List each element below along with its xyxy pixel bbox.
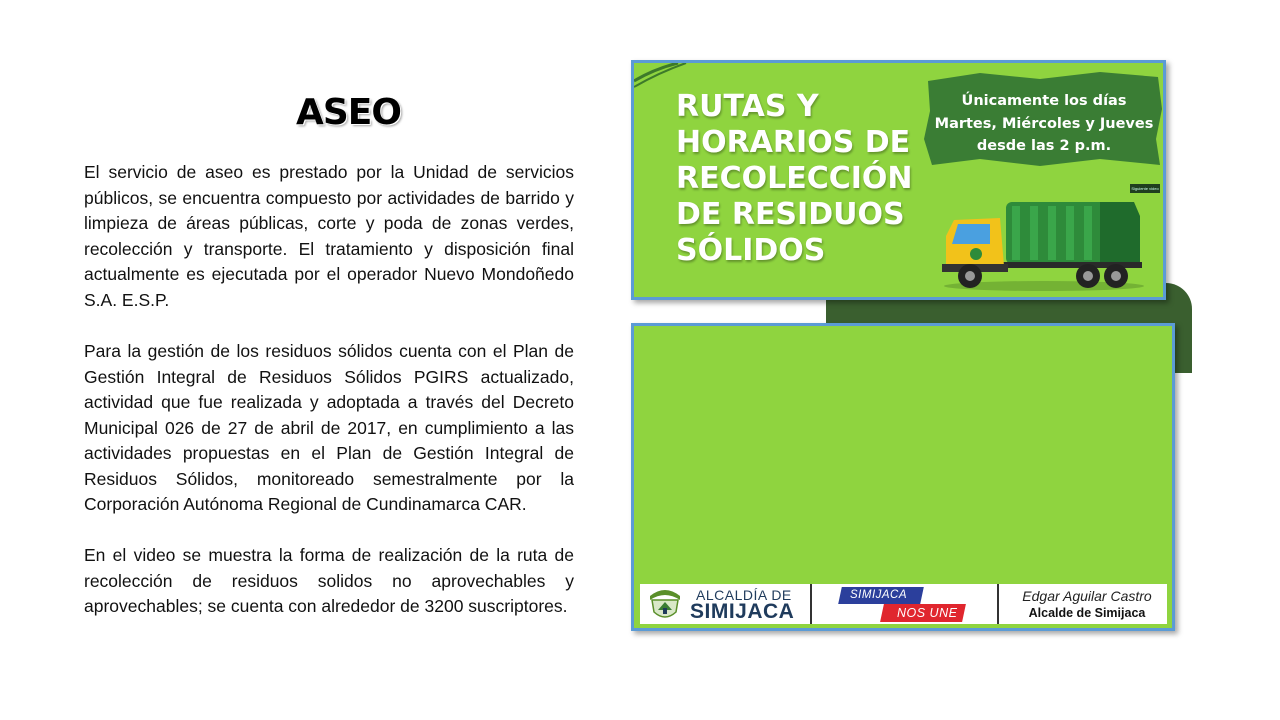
banner-title-line: RUTAS Y <box>676 89 819 124</box>
banner-title-line: SÓLIDOS <box>676 233 826 268</box>
schedule-line: Únicamente los días <box>961 93 1127 109</box>
footer-divider <box>810 584 812 624</box>
garbage-truck-icon <box>940 196 1148 292</box>
slide-title: ASEO <box>296 92 401 133</box>
video-footer-banner <box>640 584 1167 624</box>
alcaldia-label: ALCALDÍA DE <box>696 587 792 603</box>
banner-title-line: RECOLECCIÓN <box>676 161 913 196</box>
slogan-nos-une: NOS UNE <box>897 606 958 620</box>
schedule-text <box>928 90 1160 158</box>
slogan-simijaca: SIMIJACA <box>850 589 908 601</box>
footer-divider <box>997 584 999 624</box>
schedule-line: desde las 2 p.m. <box>976 138 1112 154</box>
banner-title-line: HORARIOS DE <box>676 125 911 160</box>
municipal-seal-icon <box>646 586 684 622</box>
next-video-button[interactable]: Siguiente video <box>1131 186 1159 191</box>
description-paragraph-2: Para la gestión de los residuos sólidos cuenta con el Plan de Gestión Integral de Residuos Sólidos PGIRS actualizado, actividad que fue realizada y adoptada a través del Decreto Municipal 026 de 27 de abril de 2017, en cumplimiento a las actividades propuestas en el Plan de Gestión Integral de Residuos Sólidos, monitoreado semestralmente por la Corporación Autónoma Regional de Cundinamarca CAR. <box>84 341 574 514</box>
description-paragraph-1: El servicio de aseo es prestado por la Unidad de servicios públicos, se encuentra compuesto por actividades de barrido y limpieza de áreas públicas, corte y poda de zonas verdes, recolección y transporte. El tratamiento y disposición final actualmente es ejecutada por el operador Nuevo Mondoñedo S.A. E.S.P. <box>84 162 574 310</box>
banner-title <box>676 89 936 269</box>
municipality-name: SIMIJACA <box>690 600 795 623</box>
banner-title-line: DE RESIDUOS <box>676 197 905 232</box>
routes-schedule-banner <box>631 60 1166 300</box>
description-paragraph-3: En el video se muestra la forma de realización de la ruta de recolección de residuos solidos no aprovechables y aprovechables; se cuenta con alrededor de 3200 suscriptores. <box>84 545 574 616</box>
mayor-role: Alcalde de Simijaca <box>1028 606 1146 620</box>
schedule-line: Martes, Miércoles y Jueves <box>934 115 1154 132</box>
video-frame[interactable] <box>631 323 1175 631</box>
mayor-name: Edgar Aguilar Castro <box>1022 588 1152 604</box>
